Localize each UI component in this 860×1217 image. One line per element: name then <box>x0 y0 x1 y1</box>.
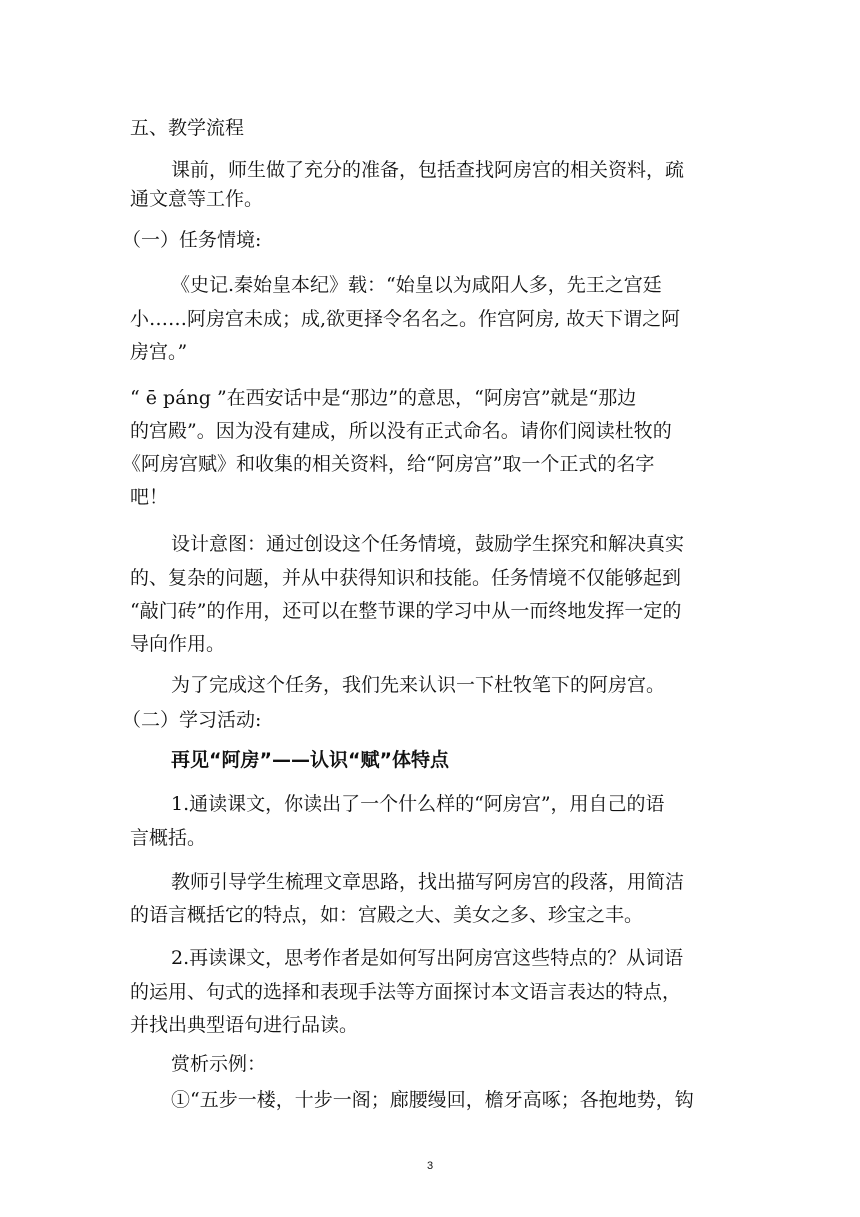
task-line-4: 吧！ <box>130 486 169 508</box>
section-1-title: （一）任务情境: <box>122 229 262 251</box>
design-line-4: 导向作用。 <box>130 633 226 655</box>
example-label: 赏析示例： <box>171 1053 267 1075</box>
step-2-line-3: 并找出典型语句进行品读。 <box>130 1014 359 1036</box>
step-2-line-2: 的运用、句式的选择和表现手法等方面探讨本文语言表达的特点， <box>130 981 682 1003</box>
quote-line-1: 《史记.秦始皇本纪》载：“始皇以为咸阳人多，先王之宫廷 <box>171 274 662 296</box>
section-2-title: （二）学习活动: <box>122 709 262 731</box>
example-line-1: ①“五步一楼，十步一阁；廊腰缦回，檐牙高啄；各抱地势，钩 <box>171 1089 694 1111</box>
task-line-2: 的宫殿”。因为没有建成，所以没有正式命名。请你们阅读杜牧的 <box>130 420 672 442</box>
section-heading: 五、教学流程 <box>130 117 245 139</box>
guide-line-1: 教师引导学生梳理文章思路，找出描写阿房宫的段落，用简洁 <box>171 871 685 893</box>
design-line-3: “敲门砖”的作用，还可以在整节课的学习中从一而终地发挥一定的 <box>130 600 682 622</box>
step-2-line-1: 2.再读课文，思考作者是如何写出阿房宫这些特点的？从词语 <box>171 947 684 969</box>
quote-line-2: 小……阿房宫未成；成,欲更择令名名之。作宫阿房, 故天下谓之阿 <box>130 308 681 330</box>
page-number: 3 <box>426 1160 434 1172</box>
quote-line-3: 房宫。” <box>130 341 188 363</box>
step-1-line-2: 言概括。 <box>130 827 207 849</box>
task-line-3: 《阿房宫赋》和收集的相关资料，给“阿房宫”取一个正式的名字 <box>122 453 655 475</box>
intro-line-1: 课前，师生做了充分的准备，包括查找阿房宫的相关资料，疏 <box>171 159 685 181</box>
activity-subtitle: 再见“阿房”——认识“赋”体特点 <box>171 749 449 771</box>
design-line-5: 为了完成这个任务，我们先来认识一下杜牧笔下的阿房宫。 <box>171 674 666 696</box>
design-line-1: 设计意图：通过创设这个任务情境，鼓励学生探究和解决真实 <box>171 533 685 555</box>
design-line-2: 的、复杂的问题，并从中获得知识和技能。任务情境不仅能够起到 <box>130 567 682 589</box>
step-1-line-1: 1.通读课文，你读出了一个什么样的“阿房宫”，用自己的语 <box>171 793 665 815</box>
intro-line-2: 通文意等工作。 <box>130 188 264 210</box>
task-line-1: “ ē páng ”在西安话中是“那边”的意思，“阿房宫”就是“那边 <box>130 387 637 409</box>
guide-line-2: 的语言概括它的特点，如：宫殿之大、美女之多、珍宝之丰。 <box>130 904 644 926</box>
